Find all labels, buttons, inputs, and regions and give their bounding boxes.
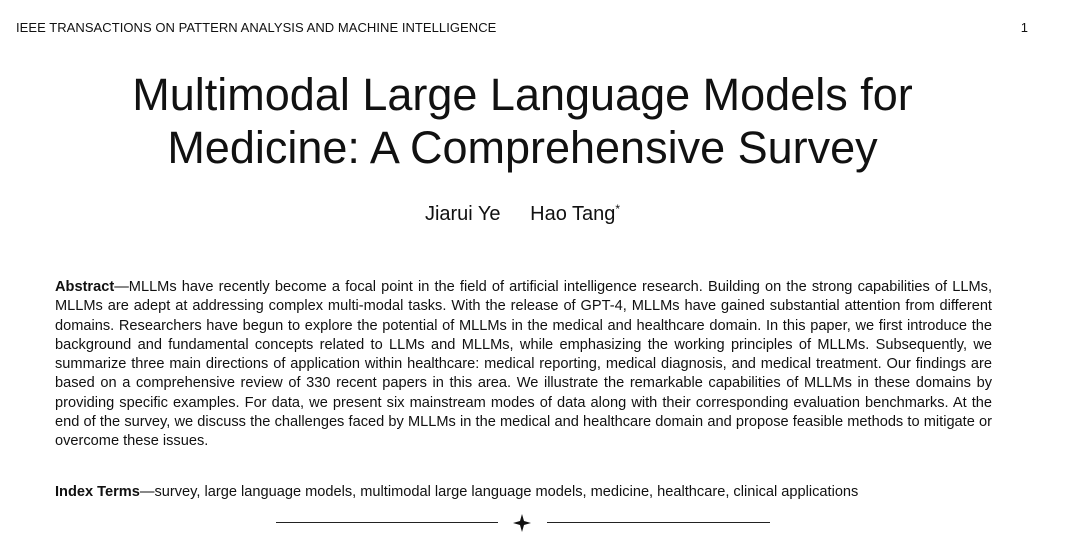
index-terms xyxy=(55,483,992,502)
author-1 xyxy=(425,203,501,226)
abstract-text: —MLLMs have recently become a focal point in the field of artificial intelligence research. Building on the strong capabilities of LLMs, MLLMs are adept at addressing complex multi-modal tasks. With the release of GPT-4, MLLMs have gained substantial attention from different domains. Researchers have begun to explore the potential of MLLMs in the medical and healthcare domain. In this paper, we first introduce the background and fundamental concepts related to LLMs and MLLMs, while emphasizing the working principles of MLLMs. Subsequently, we summarize three main directions of application within healthcare: medical reporting, medical diagnosis, and medical treatment. Our findings are based on a comprehensive review of 330 recent papers in this area. We illustrate the remarkable capabilities of MLLMs in these domains by providing specific examples. For data, we present six mainstream modes of data along with their corresponding evaluation benchmarks. At the end of the survey, we discuss the challenges faced by MLLMs in the medical and healthcare domain and propose feasible methods to mitigate or overcome these issues. xyxy=(55,279,992,450)
paper-title-line-1: Multimodal Large Language Models for xyxy=(132,69,913,120)
divider-line-left xyxy=(276,522,498,523)
running-head-journal: IEEE TRANSACTIONS ON PATTERN ANALYSIS AND MACHINE INTELLIGENCE xyxy=(16,20,497,35)
author-2-name: Hao Tang xyxy=(530,203,616,225)
four-point-star-icon xyxy=(513,514,531,532)
index-terms-text: —survey, large language models, multimodal large language models, medicine, healthcare, clinical applications xyxy=(139,484,859,500)
author-2 xyxy=(530,203,620,226)
section-divider xyxy=(276,512,770,534)
abstract xyxy=(55,278,992,452)
paper-title-line-2: Medicine: A Comprehensive Survey xyxy=(167,122,878,173)
divider-line-right xyxy=(547,522,770,523)
author-2-mark: * xyxy=(615,202,621,216)
paper-title xyxy=(0,68,1045,174)
abstract-label: Abstract xyxy=(55,279,115,295)
author-list xyxy=(0,203,1045,226)
author-1-name: Jiarui Ye xyxy=(424,203,501,225)
page-number: 1 xyxy=(1020,20,1028,35)
index-terms-label: Index Terms xyxy=(55,484,140,500)
